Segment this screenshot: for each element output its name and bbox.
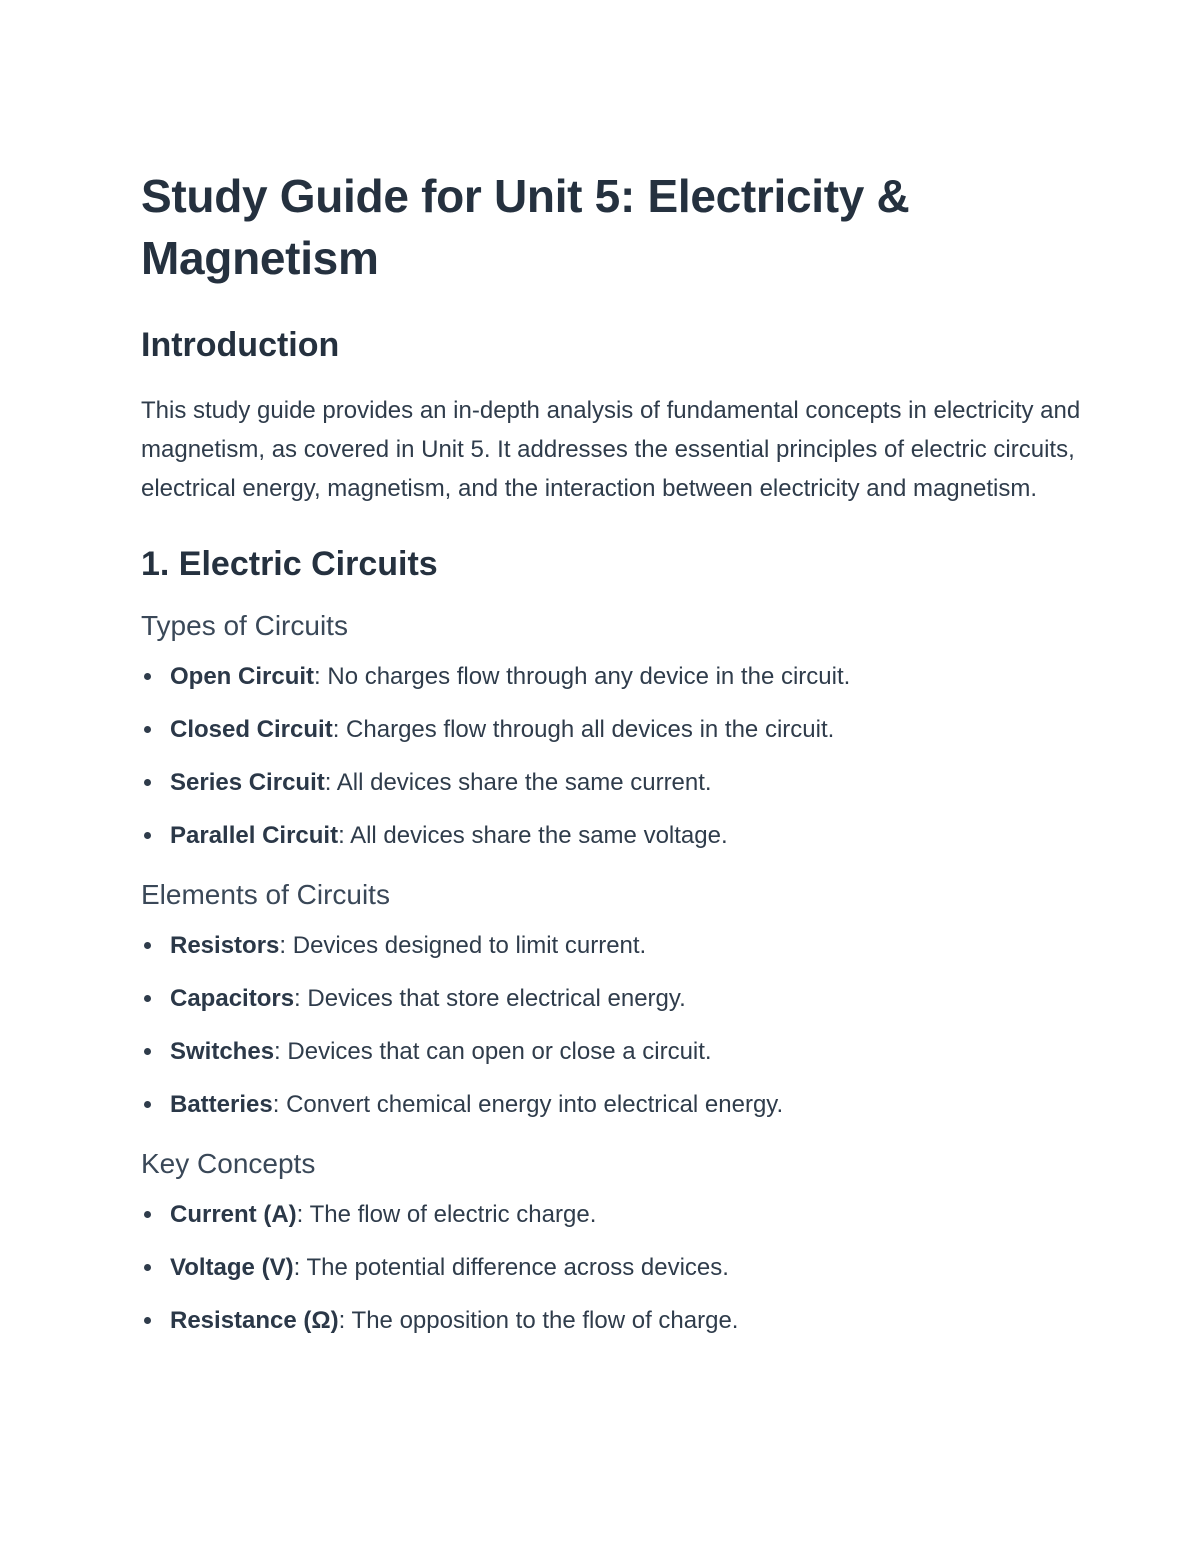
list-item-term: Closed Circuit <box>170 716 333 743</box>
bullet-icon <box>144 1048 151 1055</box>
list-item <box>141 1249 1081 1287</box>
list-item <box>141 927 1081 965</box>
document-page <box>141 165 1081 1355</box>
intro-paragraph: This study guide provides an in-depth analysis of fundamental concepts in electricity and magnetism, as covered in Unit 5. It addresses the essential principles of electric circuits, electrical energy, magnetism, and the interaction between electricity and magnetism. <box>141 397 1081 502</box>
list-item-description: The opposition to the flow of charge. <box>351 1307 739 1334</box>
list-item <box>141 1033 1081 1071</box>
list-item-term: Resistors <box>170 932 280 959</box>
list-item-description: Devices designed to limit current. <box>292 932 647 959</box>
subheading-key-concepts: Key Concepts <box>141 1148 316 1179</box>
list-item-term: Open Circuit <box>170 663 315 690</box>
list-item <box>141 1196 1081 1234</box>
list-item <box>141 817 1081 855</box>
list-item-term: Resistance (Ω) <box>170 1307 339 1334</box>
list-item-separator: : <box>279 932 293 959</box>
list-item-separator: : <box>294 985 308 1012</box>
list-item-term: Switches <box>170 1038 275 1065</box>
list-item <box>141 1302 1081 1340</box>
intro-heading: Introduction <box>141 326 340 364</box>
document-title: Study Guide for Unit 5: Electricity & Magnetism <box>141 170 910 284</box>
list-item-description: No charges flow through any device in the circuit. <box>327 663 851 690</box>
list-item-separator: : <box>314 663 328 690</box>
list-item-separator: : <box>293 1254 307 1281</box>
list-item-term: Batteries <box>170 1091 273 1118</box>
list-item-separator: : <box>324 769 337 796</box>
bullet-icon <box>144 1264 151 1271</box>
list-item-description: The flow of electric charge. <box>309 1201 597 1228</box>
list-item-separator: : <box>274 1038 288 1065</box>
list-item-description: The potential difference across devices. <box>306 1254 729 1281</box>
key-concepts-list <box>141 1196 1081 1340</box>
section-heading-electric-circuits: 1. Electric Circuits <box>141 545 438 583</box>
list-item-separator: : <box>338 1307 352 1334</box>
list-item-separator: : <box>332 716 347 743</box>
list-item-term: Parallel Circuit <box>170 822 339 849</box>
bullet-icon <box>144 1211 151 1218</box>
bullet-icon <box>144 673 151 680</box>
list-item-term: Series Circuit <box>170 769 325 796</box>
subheading-types-of-circuits: Types of Circuits <box>141 610 348 641</box>
types-of-circuits-list <box>141 658 1081 855</box>
subheading-elements-of-circuits: Elements of Circuits <box>141 879 390 910</box>
list-item-term: Capacitors <box>170 985 295 1012</box>
list-item <box>141 711 1081 749</box>
bullet-icon <box>144 995 151 1002</box>
list-item <box>141 1086 1081 1124</box>
list-item-term: Current (A) <box>170 1201 297 1228</box>
list-item-description: Charges flow through all devices in the circuit. <box>346 716 835 743</box>
bullet-icon <box>144 726 151 733</box>
list-item <box>141 980 1081 1018</box>
bullet-icon <box>144 942 151 949</box>
bullet-icon <box>144 1317 151 1324</box>
list-item-description: Devices that store electrical energy. <box>307 985 686 1012</box>
list-item-description: Devices that can open or close a circuit. <box>287 1038 712 1065</box>
list-item-description: Convert chemical energy into electrical energy. <box>286 1091 784 1118</box>
list-item <box>141 658 1081 696</box>
list-item-description: All devices share the same voltage. <box>350 822 728 849</box>
bullet-icon <box>144 832 151 839</box>
list-item-separator: : <box>296 1201 310 1228</box>
bullet-icon <box>144 779 151 786</box>
bullet-icon <box>144 1101 151 1108</box>
list-item-separator: : <box>272 1091 287 1118</box>
list-item-description: All devices share the same current. <box>336 769 712 796</box>
list-item <box>141 764 1081 802</box>
elements-of-circuits-list <box>141 927 1081 1124</box>
list-item-term: Voltage (V) <box>170 1254 294 1281</box>
list-item-separator: : <box>338 822 351 849</box>
